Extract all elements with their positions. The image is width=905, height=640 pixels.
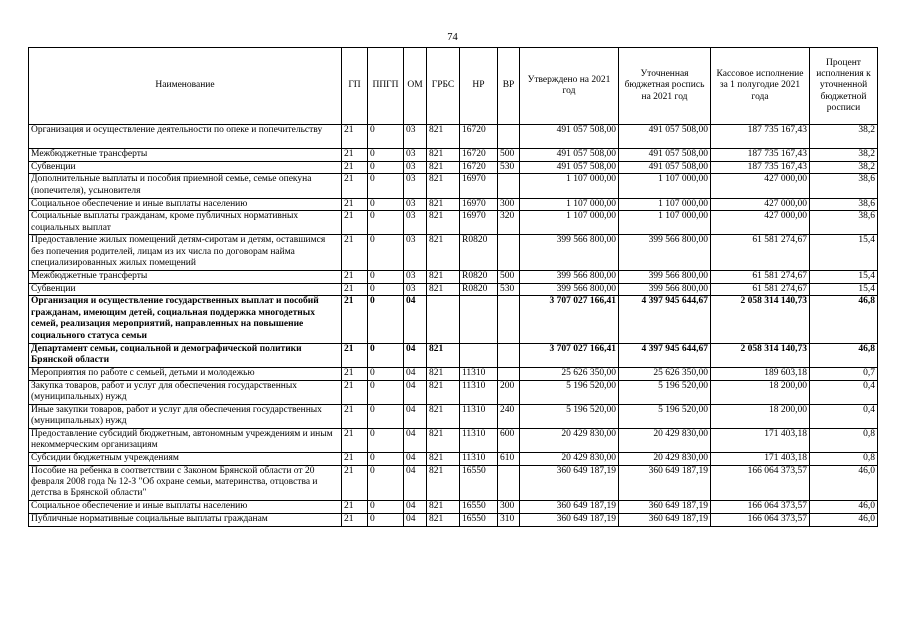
cell-cash: 189 603,18 [711, 367, 810, 380]
cell-approved: 5 196 520,00 [520, 380, 619, 404]
cell-np: 11310 [460, 453, 498, 466]
header-vr: ВР [498, 48, 520, 125]
cell-gp: 21 [342, 211, 368, 235]
cell-ppgp: 0 [368, 198, 404, 211]
cell-om: 04 [404, 296, 427, 343]
cell-percent: 0,7 [810, 367, 878, 380]
cell-np: R0820 [460, 271, 498, 284]
cell-revised: 399 566 800,00 [619, 235, 711, 271]
cell-grbs: 821 [427, 343, 460, 367]
cell-percent: 46,8 [810, 296, 878, 343]
table-row [29, 283, 878, 296]
cell-ppgp: 0 [368, 514, 404, 527]
cell-approved: 491 057 508,00 [520, 149, 619, 162]
cell-percent: 46,0 [810, 465, 878, 501]
cell-om: 04 [404, 380, 427, 404]
cell-gp: 21 [342, 161, 368, 174]
cell-vr: 530 [498, 283, 520, 296]
cell-grbs: 821 [427, 404, 460, 428]
cell-grbs: 821 [427, 453, 460, 466]
table-row [29, 149, 878, 162]
table-row [29, 465, 878, 501]
cell-revised: 4 397 945 644,67 [619, 296, 711, 343]
cell-revised: 20 429 830,00 [619, 453, 711, 466]
cell-ppgp: 0 [368, 428, 404, 452]
cell-name: Социальные выплаты гражданам, кроме публичных нормативных социальных выплат [29, 211, 342, 235]
cell-cash: 187 735 167,43 [711, 149, 810, 162]
cell-percent: 15,4 [810, 235, 878, 271]
cell-ppgp: 0 [368, 465, 404, 501]
cell-name: Организация и осуществление деятельности по опеке и попечительству [29, 125, 342, 149]
header-ppgp: ППГП [368, 48, 404, 125]
cell-grbs: 821 [427, 174, 460, 198]
cell-om: 04 [404, 367, 427, 380]
cell-name: Пособие на ребенка в соответствии с Законом Брянской области от 20 февраля 2008 года № 12-З "Об охране семьи, материнства, отцовства и детства в Брянской области" [29, 465, 342, 501]
cell-gp: 21 [342, 149, 368, 162]
cell-np: 16970 [460, 198, 498, 211]
table-row [29, 367, 878, 380]
table-row [29, 428, 878, 452]
cell-revised: 399 566 800,00 [619, 271, 711, 284]
cell-gp: 21 [342, 235, 368, 271]
cell-vr: 500 [498, 271, 520, 284]
header-row [29, 48, 878, 125]
header-cash: Кассовое исполнение за 1 полугодие 2021 года [711, 48, 810, 125]
cell-name: Субвенции [29, 161, 342, 174]
cell-vr: 500 [498, 149, 520, 162]
cell-grbs: 821 [427, 367, 460, 380]
cell-percent: 0,8 [810, 453, 878, 466]
cell-grbs: 821 [427, 271, 460, 284]
header-grbs: ГРБС [427, 48, 460, 125]
cell-revised: 20 429 830,00 [619, 428, 711, 452]
table-row [29, 404, 878, 428]
cell-grbs: 821 [427, 198, 460, 211]
cell-ppgp: 0 [368, 235, 404, 271]
cell-percent: 46,8 [810, 343, 878, 367]
cell-revised: 360 649 187,19 [619, 501, 711, 514]
cell-name: Предоставление субсидий бюджетным, автономным учреждениям и иным некоммерческим организациям [29, 428, 342, 452]
cell-ppgp: 0 [368, 453, 404, 466]
cell-approved: 20 429 830,00 [520, 453, 619, 466]
cell-revised: 360 649 187,19 [619, 465, 711, 501]
cell-approved: 25 626 350,00 [520, 367, 619, 380]
cell-grbs: 821 [427, 235, 460, 271]
header-percent: Процент исполнения к уточненной бюджетной росписи [810, 48, 878, 125]
table-row [29, 125, 878, 149]
cell-cash: 166 064 373,57 [711, 465, 810, 501]
cell-vr: 610 [498, 453, 520, 466]
cell-approved: 360 649 187,19 [520, 501, 619, 514]
cell-gp: 21 [342, 404, 368, 428]
cell-approved: 3 707 027 166,41 [520, 296, 619, 343]
cell-approved: 491 057 508,00 [520, 125, 619, 149]
cell-grbs: 821 [427, 428, 460, 452]
cell-om: 03 [404, 198, 427, 211]
cell-revised: 491 057 508,00 [619, 125, 711, 149]
cell-om: 03 [404, 125, 427, 149]
cell-ppgp: 0 [368, 283, 404, 296]
cell-ppgp: 0 [368, 404, 404, 428]
cell-ppgp: 0 [368, 271, 404, 284]
cell-vr [498, 235, 520, 271]
cell-name: Иные закупки товаров, работ и услуг для обеспечения государственных (муниципальных) нужд [29, 404, 342, 428]
cell-percent: 38,6 [810, 198, 878, 211]
cell-revised: 360 649 187,19 [619, 514, 711, 527]
cell-approved: 491 057 508,00 [520, 161, 619, 174]
cell-percent: 46,0 [810, 514, 878, 527]
cell-name: Межбюджетные трансферты [29, 271, 342, 284]
table-row [29, 161, 878, 174]
table-row [29, 514, 878, 527]
cell-np: 16720 [460, 161, 498, 174]
cell-vr [498, 125, 520, 149]
table-row [29, 271, 878, 284]
cell-percent: 0,8 [810, 428, 878, 452]
cell-ppgp: 0 [368, 174, 404, 198]
cell-gp: 21 [342, 428, 368, 452]
cell-cash: 171 403,18 [711, 428, 810, 452]
cell-name: Межбюджетные трансферты [29, 149, 342, 162]
cell-np: 11310 [460, 367, 498, 380]
cell-om: 03 [404, 174, 427, 198]
cell-approved: 399 566 800,00 [520, 271, 619, 284]
cell-revised: 1 107 000,00 [619, 174, 711, 198]
cell-name: Закупка товаров, работ и услуг для обеспечения государственных (муниципальных) нужд [29, 380, 342, 404]
table-body [29, 125, 878, 527]
cell-grbs: 821 [427, 514, 460, 527]
cell-approved: 360 649 187,19 [520, 465, 619, 501]
cell-cash: 427 000,00 [711, 174, 810, 198]
cell-name: Предоставление жилых помещений детям-сиротам и детям, оставшимся без попечения родителей, лицам из их числа по договорам найма специализированных жилых помещений [29, 235, 342, 271]
cell-cash: 187 735 167,43 [711, 125, 810, 149]
table-row [29, 343, 878, 367]
cell-om: 03 [404, 211, 427, 235]
cell-cash: 166 064 373,57 [711, 501, 810, 514]
cell-vr [498, 367, 520, 380]
cell-name: Департамент семьи, социальной и демографической политики Брянской области [29, 343, 342, 367]
cell-percent: 38,2 [810, 149, 878, 162]
cell-cash: 2 058 314 140,73 [711, 296, 810, 343]
header-name: Наименование [29, 48, 342, 125]
header-gp: ГП [342, 48, 368, 125]
cell-vr: 600 [498, 428, 520, 452]
cell-ppgp: 0 [368, 125, 404, 149]
cell-vr: 320 [498, 211, 520, 235]
cell-np [460, 296, 498, 343]
header-revised: Уточненная бюджетная роспись на 2021 год [619, 48, 711, 125]
cell-ppgp: 0 [368, 343, 404, 367]
cell-om: 04 [404, 453, 427, 466]
cell-om: 03 [404, 283, 427, 296]
cell-grbs: 821 [427, 161, 460, 174]
cell-revised: 4 397 945 644,67 [619, 343, 711, 367]
cell-revised: 25 626 350,00 [619, 367, 711, 380]
cell-percent: 0,4 [810, 380, 878, 404]
cell-ppgp: 0 [368, 149, 404, 162]
cell-approved: 399 566 800,00 [520, 283, 619, 296]
cell-gp: 21 [342, 283, 368, 296]
cell-np: 16720 [460, 149, 498, 162]
cell-grbs: 821 [427, 465, 460, 501]
cell-gp: 21 [342, 501, 368, 514]
cell-revised: 491 057 508,00 [619, 161, 711, 174]
cell-cash: 427 000,00 [711, 198, 810, 211]
cell-cash: 166 064 373,57 [711, 514, 810, 527]
cell-revised: 5 196 520,00 [619, 404, 711, 428]
cell-vr [498, 174, 520, 198]
cell-vr: 530 [498, 161, 520, 174]
cell-vr: 310 [498, 514, 520, 527]
cell-approved: 3 707 027 166,41 [520, 343, 619, 367]
cell-om: 03 [404, 235, 427, 271]
cell-vr: 240 [498, 404, 520, 428]
table-row [29, 380, 878, 404]
header-om: ОМ [404, 48, 427, 125]
cell-np: 16550 [460, 501, 498, 514]
cell-ppgp: 0 [368, 211, 404, 235]
table-row [29, 211, 878, 235]
cell-np: 11310 [460, 380, 498, 404]
cell-name: Социальное обеспечение и иные выплаты населению [29, 198, 342, 211]
cell-revised: 491 057 508,00 [619, 149, 711, 162]
cell-name: Дополнительные выплаты и пособия приемной семье, семье опекуна (попечителя), усыновителя [29, 174, 342, 198]
cell-approved: 399 566 800,00 [520, 235, 619, 271]
cell-vr [498, 465, 520, 501]
cell-vr: 300 [498, 501, 520, 514]
cell-gp: 21 [342, 271, 368, 284]
cell-np: 11310 [460, 404, 498, 428]
table-row [29, 235, 878, 271]
cell-om: 04 [404, 428, 427, 452]
cell-percent: 15,4 [810, 271, 878, 284]
cell-vr: 200 [498, 380, 520, 404]
cell-name: Субвенции [29, 283, 342, 296]
cell-name: Организация и осуществление государственных выплат и пособий гражданам, имеющим детей, социальная поддержка многодетных семей, реализация мероприятий, направленных на повышение социального статуса семьи [29, 296, 342, 343]
cell-percent: 38,6 [810, 211, 878, 235]
cell-om: 04 [404, 501, 427, 514]
cell-np [460, 343, 498, 367]
cell-revised: 1 107 000,00 [619, 211, 711, 235]
cell-gp: 21 [342, 453, 368, 466]
cell-percent: 38,2 [810, 161, 878, 174]
cell-cash: 61 581 274,67 [711, 283, 810, 296]
cell-np: 11310 [460, 428, 498, 452]
cell-om: 04 [404, 404, 427, 428]
cell-grbs: 821 [427, 125, 460, 149]
cell-cash: 61 581 274,67 [711, 235, 810, 271]
cell-np: 16970 [460, 211, 498, 235]
cell-approved: 1 107 000,00 [520, 211, 619, 235]
cell-approved: 1 107 000,00 [520, 174, 619, 198]
table-row [29, 501, 878, 514]
cell-cash: 187 735 167,43 [711, 161, 810, 174]
cell-gp: 21 [342, 296, 368, 343]
cell-gp: 21 [342, 125, 368, 149]
cell-percent: 0,4 [810, 404, 878, 428]
cell-cash: 171 403,18 [711, 453, 810, 466]
cell-grbs: 821 [427, 283, 460, 296]
cell-ppgp: 0 [368, 367, 404, 380]
cell-cash: 18 200,00 [711, 404, 810, 428]
cell-np: R0820 [460, 283, 498, 296]
cell-grbs: 821 [427, 149, 460, 162]
cell-gp: 21 [342, 198, 368, 211]
cell-np: 16550 [460, 514, 498, 527]
cell-percent: 15,4 [810, 283, 878, 296]
cell-approved: 360 649 187,19 [520, 514, 619, 527]
cell-np: R0820 [460, 235, 498, 271]
cell-approved: 20 429 830,00 [520, 428, 619, 452]
cell-name: Социальное обеспечение и иные выплаты населению [29, 501, 342, 514]
cell-cash: 427 000,00 [711, 211, 810, 235]
cell-grbs: 821 [427, 380, 460, 404]
cell-gp: 21 [342, 367, 368, 380]
cell-cash: 61 581 274,67 [711, 271, 810, 284]
cell-gp: 21 [342, 514, 368, 527]
budget-execution-table [28, 47, 878, 527]
table-row [29, 453, 878, 466]
header-approved: Утверждено на 2021 год [520, 48, 619, 125]
cell-revised: 399 566 800,00 [619, 283, 711, 296]
cell-name: Мероприятия по работе с семьей, детьми и молодежью [29, 367, 342, 380]
cell-name: Субсидии бюджетным учреждениям [29, 453, 342, 466]
cell-np: 16550 [460, 465, 498, 501]
cell-np: 16720 [460, 125, 498, 149]
table-row [29, 296, 878, 343]
cell-approved: 1 107 000,00 [520, 198, 619, 211]
cell-grbs: 821 [427, 211, 460, 235]
header-np: НР [460, 48, 498, 125]
cell-grbs [427, 296, 460, 343]
page-number: 74 [447, 32, 458, 43]
cell-percent: 38,6 [810, 174, 878, 198]
cell-om: 03 [404, 161, 427, 174]
cell-name: Публичные нормативные социальные выплаты гражданам [29, 514, 342, 527]
cell-ppgp: 0 [368, 501, 404, 514]
cell-om: 03 [404, 271, 427, 284]
cell-np: 16970 [460, 174, 498, 198]
table-row [29, 198, 878, 211]
cell-om: 03 [404, 149, 427, 162]
cell-vr [498, 296, 520, 343]
cell-ppgp: 0 [368, 296, 404, 343]
cell-percent: 46,0 [810, 501, 878, 514]
cell-percent: 38,2 [810, 125, 878, 149]
cell-ppgp: 0 [368, 380, 404, 404]
cell-gp: 21 [342, 465, 368, 501]
cell-gp: 21 [342, 174, 368, 198]
cell-om: 04 [404, 514, 427, 527]
cell-cash: 18 200,00 [711, 380, 810, 404]
cell-vr: 300 [498, 198, 520, 211]
cell-om: 04 [404, 465, 427, 501]
cell-revised: 5 196 520,00 [619, 380, 711, 404]
cell-revised: 1 107 000,00 [619, 198, 711, 211]
cell-grbs: 821 [427, 501, 460, 514]
cell-cash: 2 058 314 140,73 [711, 343, 810, 367]
cell-gp: 21 [342, 380, 368, 404]
cell-ppgp: 0 [368, 161, 404, 174]
cell-approved: 5 196 520,00 [520, 404, 619, 428]
cell-gp: 21 [342, 343, 368, 367]
cell-om: 04 [404, 343, 427, 367]
cell-vr [498, 343, 520, 367]
table-row [29, 174, 878, 198]
